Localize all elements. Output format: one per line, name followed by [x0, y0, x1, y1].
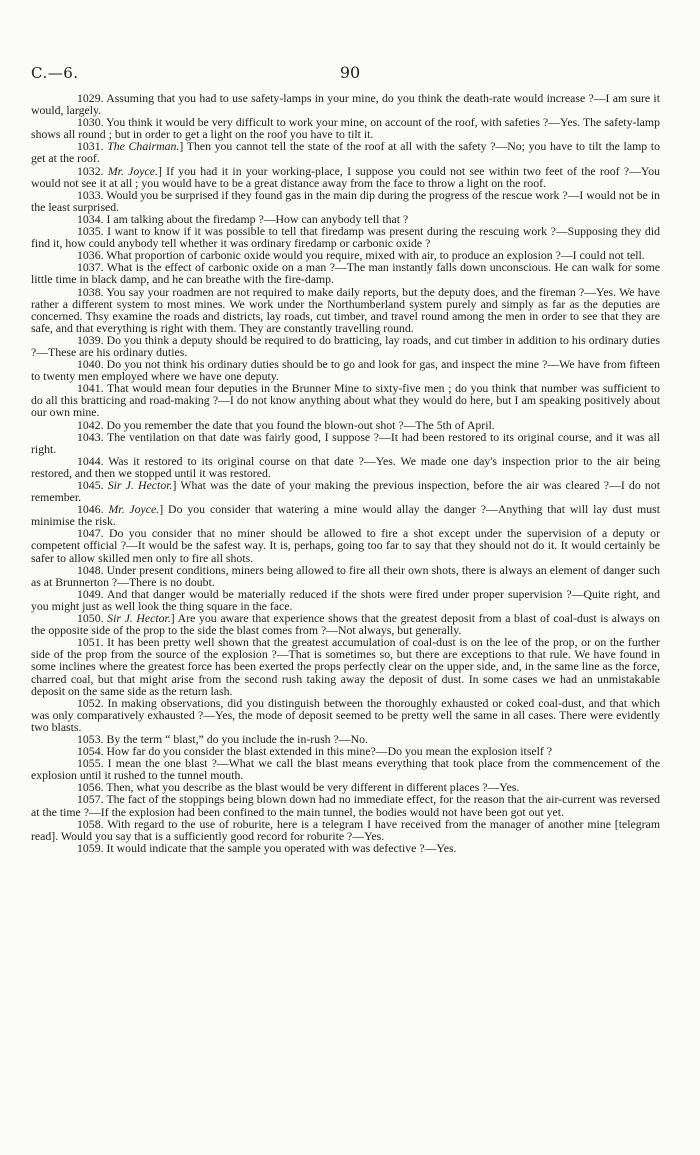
paragraph-text: 1044. Was it restored to its original course on that date ?—Yes. We made one day's inspection prior to the air being restored, and then we stopped until it was restored.	[31, 453, 660, 480]
paragraph-text: 1035. I want to know if it was possible to tell that firedamp was present during the rescuing work ?—Supposing they did find it, how could anybody tell whether it was ordinary firedamp or carbonic oxide ?	[31, 224, 660, 251]
paragraph-text: 1057. The fact of the stoppings being blown down had no immediate effect, for the reason that the air-current was reversed at the time ?—If the explosion had been confined to the main tunnel, the bodies would not have been got out yet.	[31, 792, 660, 819]
paragraph-text: 1046.	[77, 502, 109, 517]
paragraph-text: ] If you had it in your working-place, I suppose you could not see within two feet of the roof ?—You would not see it at all ; you would have to be a great distance away from the face to throw a light on the roof.	[31, 163, 661, 190]
testimony-body	[31, 92, 660, 854]
paragraph-text: 1050.	[77, 611, 108, 626]
testimony-paragraph	[31, 697, 660, 733]
testimony-paragraph	[31, 612, 660, 636]
paragraph-text: 1031.	[77, 139, 108, 154]
paragraph-text: 1041. That would mean four deputies in the Brunner Mine to sixty-five men ; do you think that number was sufficient to do all this bratticing and road-making ?—I do not know anything about what they would do here, but I am speaking positively about our own mine.	[31, 381, 660, 420]
testimony-paragraph	[31, 588, 660, 612]
testimony-paragraph	[31, 479, 660, 503]
testimony-paragraph	[31, 116, 660, 140]
testimony-paragraph	[31, 334, 660, 358]
paragraph-text: 1032.	[77, 163, 108, 178]
paragraph-text: 1037. What is the effect of carbonic oxide on a man ?—The man instantly falls down unconscious. He can walk for some little time in black damp, and he can breathe with the fire-damp.	[31, 260, 660, 287]
paragraph-text: 1054. How far do you consider the blast extended in this mine?—Do you mean the explosion itself ?	[77, 744, 553, 759]
paragraph-text: 1045.	[77, 478, 108, 492]
paragraph-text: 1043. The ventilation on that date was fairly good, I suppose ?—It had been restored to its original course, and it was all right.	[31, 429, 660, 456]
testimony-paragraph	[31, 503, 660, 527]
paragraph-text: 1040. Do you not think his ordinary duties should be to go and look for gas, and inspect the mine ?—We have from fifteen to twenty men employed where we have one deputy.	[31, 357, 660, 384]
testimony-paragraph	[31, 636, 660, 696]
testimony-paragraph	[31, 140, 660, 164]
paragraph-text: 1049. And that danger would be materially reduced if the shots were fired under proper supervision ?—Quite right, and you might just as well look the thing square in the face.	[31, 586, 660, 613]
testimony-paragraph	[31, 431, 660, 455]
testimony-paragraph	[31, 382, 660, 418]
paragraph-text: 1051. It has been pretty well shown that the greatest accumulation of coal-dust is on the lee of the prop, or on the further side of the prop from the source of the explosion ?—That is sometimes so, but there are exceptions to that rule. We have found in some inclines where the greatest force has been exerted the props perfectly clear on the upper side, and, in the same line as the force, charred coal, but that might arise from the second rush taking away the deposit of dust. In some cases we had an unmistakable deposit on the same side as the return lash.	[31, 635, 660, 698]
document-reference: C.—6.	[31, 64, 79, 82]
paragraph-text: 1052. In making observations, did you distinguish between the thoroughly exhausted or coked coal-dust, and that which was only comparatively exhausted ?—Yes, the mode of deposit seemed to be pretty well the same in all cases. There were evidently two blasts.	[31, 695, 660, 734]
paragraph-text: 1039. Do you think a deputy should be required to do bratticing, lay roads, and cut timber in addition to his ordinary duties ?—These are his ordinary duties.	[31, 332, 660, 359]
paragraph-text: ] Then you cannot tell the state of the roof at all with the safety ?—No; you have to tilt the lamp to get at the roof.	[31, 139, 660, 166]
speaker-name: Sir J. Hector.	[107, 611, 171, 626]
paragraph-text: 1059. It would indicate that the sample you operated with was defective ?—Yes.	[77, 840, 457, 855]
testimony-paragraph	[31, 793, 660, 817]
paragraph-text: ] Do you consider that watering a mine would allay the danger ?—Anything that will lay dust must minimise the risk.	[31, 502, 660, 529]
paragraph-text: 1036. What proportion of carbonic oxide would you require, mixed with air, to produce an explosion ?—I could not tell.	[77, 248, 645, 263]
paragraph-text: 1029. Assuming that you had to use safety-lamps in your mine, do you think the death-rate would increase ?—I am sure it would, largely.	[31, 91, 660, 118]
page-number: 90	[339, 63, 361, 82]
speaker-name: Sir J. Hector.	[107, 478, 173, 492]
paragraph-text: 1048. Under present conditions, miners being allowed to fire all their own shots, there is always an element of danger such as at Brunnerton ?—There is no doubt.	[31, 562, 660, 589]
testimony-paragraph	[31, 189, 660, 213]
paragraph-text: 1055. I mean the one blast ?—What we call the blast means everything that took place from the commencement of the explosion until it rushed to the tunnel mouth.	[31, 756, 660, 783]
speaker-name: Mr. Joyce.	[107, 163, 158, 178]
paragraph-text: ] What was the date of your making the previous inspection, before the air was cleared ?—I do not remember.	[31, 478, 660, 505]
testimony-paragraph	[31, 842, 660, 854]
paragraph-text: 1034. I am talking about the firedamp ?—How can anybody tell that ?	[77, 211, 409, 226]
paragraph-text: 1042. Do you remember the date that you found the blown-out shot ?—The 5th of April.	[77, 417, 495, 432]
paragraph-text: 1030. You think it would be very difficult to work your mine, on account of the roof, with safeties ?—Yes. The safety-lamp shows all round ; but in order to get a light on the roof you have to tilt it.	[31, 115, 660, 142]
paragraph-text: ] Are you aware that experience shows that the greatest deposit from a blast of coal-dust is always on the opposite side of the prop to the side the blast comes from ?—Not always, but generally.	[31, 611, 660, 638]
paragraph-text: 1038. You say your roadmen are not required to make daily reports, but the deputy does, and the fireman ?—Yes. We have rather a different system to most mines. We work under the Northumberland system purely and simply as far as the deputies are concerned. Thsy examine the roads and districts, lay roads, cut timber, and travel round among the men in order to see that they are safe, and that everything is right with them. They are constantly travelling round.	[31, 284, 660, 335]
speaker-name: Mr. Joyce.	[108, 502, 160, 517]
testimony-paragraph	[31, 286, 660, 334]
speaker-name: The Chairman.	[107, 139, 180, 154]
testimony-paragraph	[31, 818, 660, 842]
testimony-paragraph	[31, 92, 660, 116]
testimony-paragraph	[31, 165, 660, 189]
paragraph-text: 1053. By the term “ blast,” do you include the in-rush ?—No.	[77, 731, 368, 746]
testimony-paragraph	[31, 358, 660, 382]
paragraph-text: 1033. Would you be surprised if they found gas in the main dip during the progress of the rescue work ?—I would not be in the least surprised.	[31, 187, 660, 214]
testimony-paragraph	[31, 225, 660, 249]
testimony-paragraph	[31, 261, 660, 285]
testimony-paragraph	[31, 455, 660, 479]
paragraph-text: 1056. Then, what you describe as the blast would be very different in different places ?—Yes.	[77, 780, 520, 795]
testimony-paragraph	[31, 564, 660, 588]
paragraph-text: 1058. With regard to the use of roburite, here is a telegram I have received from the manager of another mine [telegram read]. Would you say that is a sufficiently good record for roburite ?—Yes.	[31, 816, 660, 843]
testimony-paragraph	[31, 757, 660, 781]
testimony-paragraph	[31, 527, 660, 563]
paragraph-text: 1047. Do you consider that no miner should be allowed to fire a shot except under the supervision of a deputy or competent official ?—It would be the safest way. It is, perhaps, going too far to say that they should not do it. It would certainly be safer to allow skilled men only to fire all shots.	[31, 526, 660, 565]
